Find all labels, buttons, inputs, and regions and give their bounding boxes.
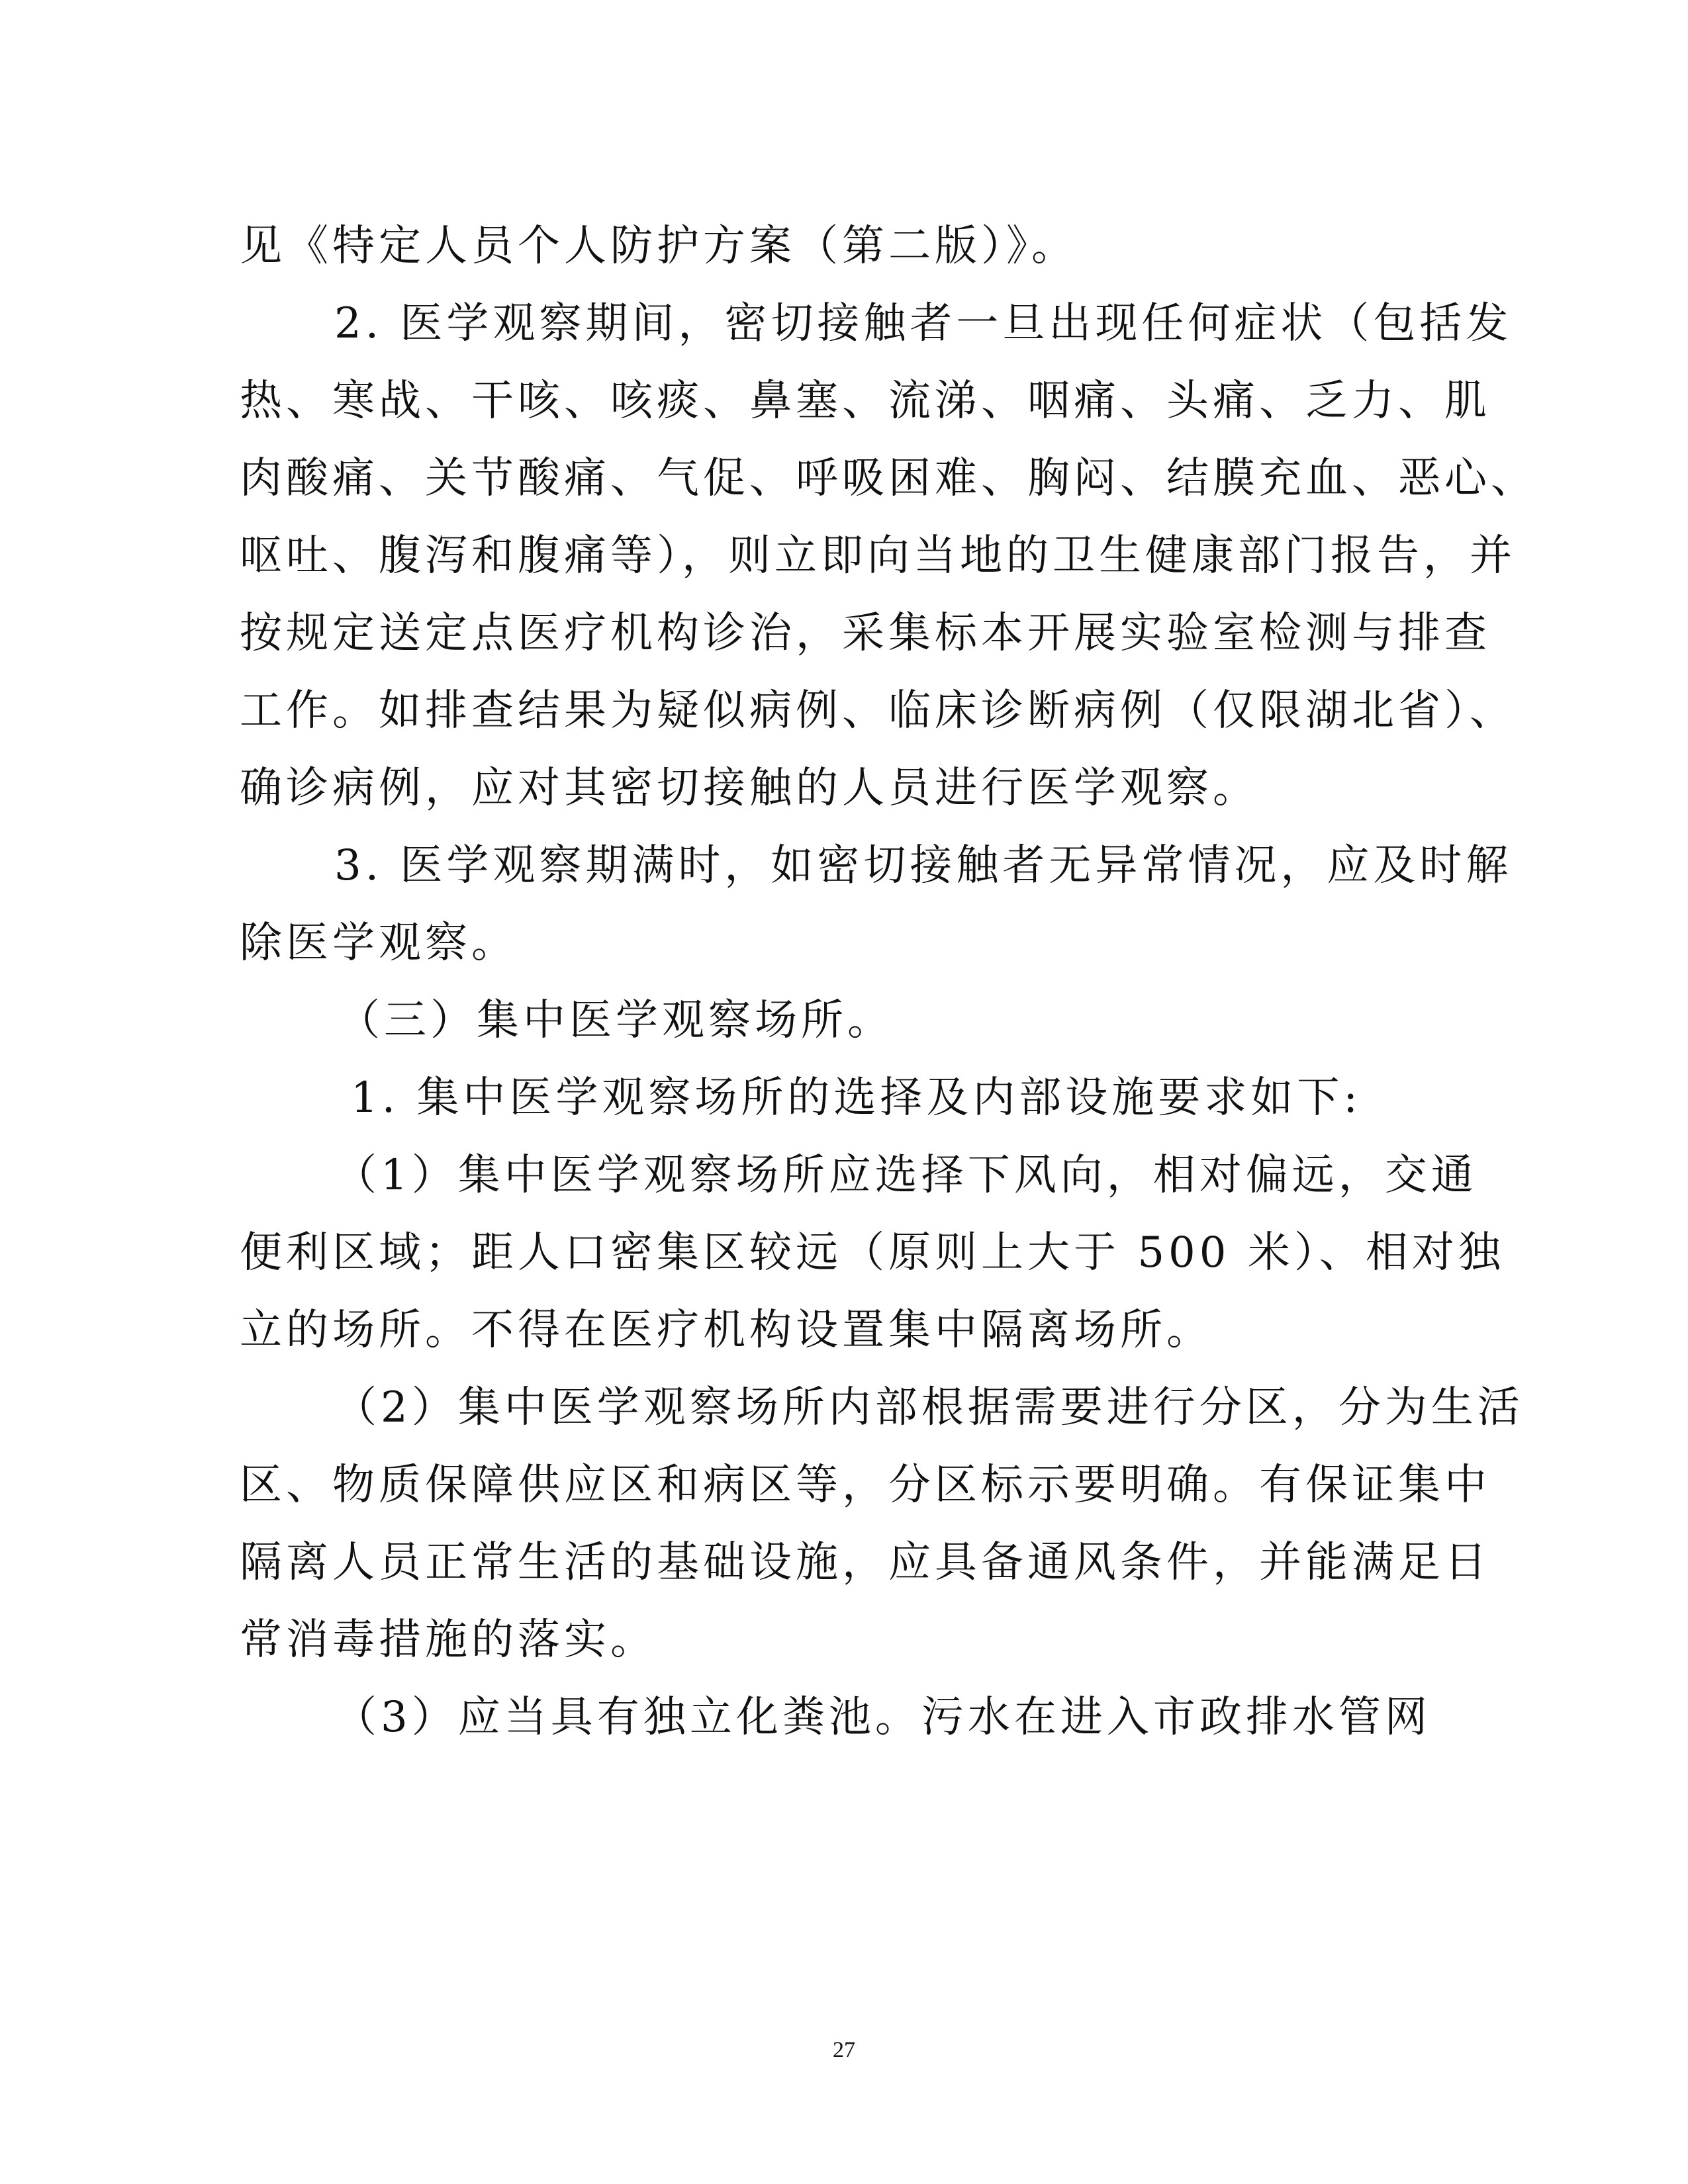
text-line-12: 1. 集中医学观察场所的选择及内部设施要求如下: <box>351 1073 1362 1122</box>
text-line-19: 常消毒措施的落实。 <box>240 1615 657 1664</box>
text-line-13: （1）集中医学观察场所应选择下风向，相对偏远，交通 <box>334 1151 1477 1200</box>
text-line-18: 隔离人员正常生活的基础设施，应具备通风条件，并能满足日 <box>240 1538 1491 1587</box>
text-line-16: （2）集中医学观察场所内部根据需要进行分区，分为生活 <box>334 1383 1524 1432</box>
page-number: 27 <box>833 2038 855 2062</box>
text-line-7: 工作。如排查结果为疑似病例、临床诊断病例（仅限湖北省）、 <box>240 686 1516 735</box>
text-line-15: 立的场所。不得在医疗机构设置集中隔离场所。 <box>240 1306 1213 1355</box>
text-line-8: 确诊病例，应对其密切接触的人员进行医学观察。 <box>240 764 1259 813</box>
text-line-5: 呕吐、腹泻和腹痛等），则立即向当地的卫生健康部门报告，并 <box>240 531 1516 580</box>
section-heading: （三）集中医学观察场所。 <box>338 996 894 1045</box>
text-line-6: 按规定送定点医疗机构诊治，采集标本开展实验室检测与排查 <box>240 609 1491 658</box>
text-line-20: （3）应当具有独立化粪池。污水在进入市政排水管网 <box>334 1693 1431 1742</box>
text-line-1: 见《特定人员个人防护方案（第二版）》。 <box>240 222 1078 271</box>
text-line-10: 除医学观察。 <box>240 919 518 968</box>
text-line-4: 肉酸痛、关节酸痛、气促、呼吸困难、胸闷、结膜充血、恶心、 <box>240 454 1537 503</box>
text-line-14: 便利区域；距人口密集区较远（原则上大于 500 米）、相对独 <box>240 1228 1505 1277</box>
text-line-3: 热、寒战、干咳、咳痰、鼻塞、流涕、咽痛、头痛、乏力、肌 <box>240 377 1491 426</box>
text-line-9: 3. 医学观察期满时，如密切接触者无异常情况，应及时解 <box>334 841 1513 890</box>
text-line-2: 2. 医学观察期间，密切接触者一旦出现任何症状（包括发 <box>334 299 1513 348</box>
text-line-17: 区、物质保障供应区和病区等，分区标示要明确。有保证集中 <box>240 1461 1491 1510</box>
